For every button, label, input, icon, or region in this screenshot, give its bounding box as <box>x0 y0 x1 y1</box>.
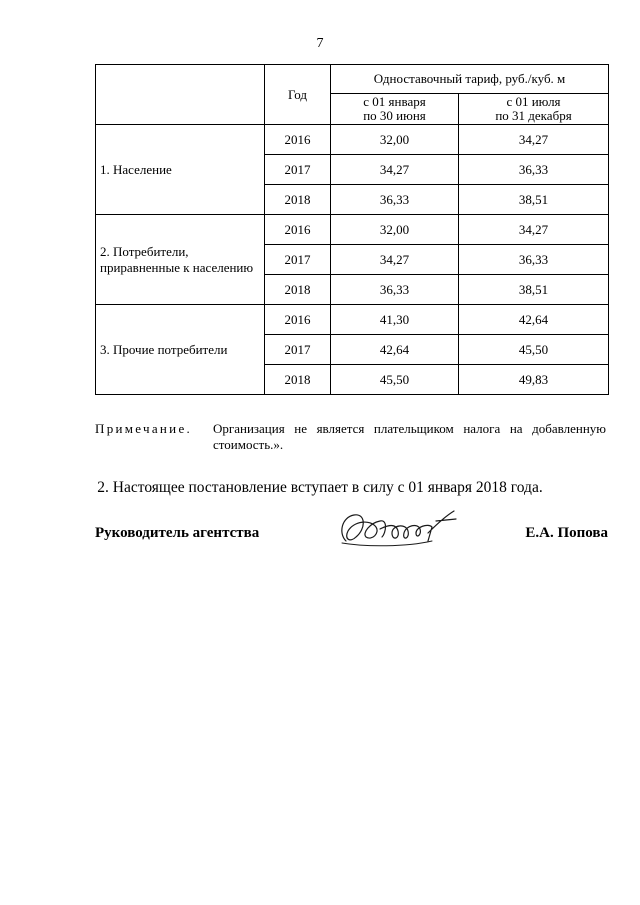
year-cell: 2017 <box>265 335 331 365</box>
table-row <box>96 305 609 335</box>
header-period-2 <box>459 94 609 125</box>
tariff-period-2: 42,64 <box>459 305 609 335</box>
tariff-period-1: 36,33 <box>331 185 459 215</box>
tariff-period-1: 34,27 <box>331 245 459 275</box>
tariff-period-2: 36,33 <box>459 155 609 185</box>
handwritten-signature <box>336 503 466 553</box>
header-period-2-line2: по 31 декабря <box>495 108 572 123</box>
tariff-period-2: 49,83 <box>459 365 609 395</box>
tariff-period-2: 34,27 <box>459 215 609 245</box>
category-other-consumers <box>96 305 265 395</box>
note <box>95 421 610 453</box>
tariff-period-2: 45,50 <box>459 335 609 365</box>
signatory-title: Руководитель агентства <box>95 525 260 541</box>
table-row <box>96 215 609 245</box>
category-label-line1: 2. Потребители, <box>100 243 189 259</box>
note-text-line1: Организация не является плательщиком налога на добавленную <box>213 421 606 436</box>
year-cell: 2018 <box>265 185 331 215</box>
tariff-period-1: 34,27 <box>331 155 459 185</box>
year-cell: 2016 <box>265 305 331 335</box>
header-year: Год <box>265 65 331 125</box>
header-tariff: Одноставочный тариф, руб./куб. м <box>331 65 609 94</box>
tariff-period-1: 45,50 <box>331 365 459 395</box>
tariff-period-2: 34,27 <box>459 125 609 155</box>
tariff-period-1: 32,00 <box>331 215 459 245</box>
tariff-period-1: 32,00 <box>331 125 459 155</box>
year-cell: 2017 <box>265 155 331 185</box>
category-equated-consumers <box>96 215 265 305</box>
tariff-period-2: 36,33 <box>459 245 609 275</box>
table-row <box>96 125 609 155</box>
tariff-period-2: 38,51 <box>459 185 609 215</box>
year-cell: 2017 <box>265 245 331 275</box>
category-label: 1. Население <box>100 161 172 177</box>
header-period-2-line1: с 01 июля <box>506 94 561 109</box>
tariff-period-1: 41,30 <box>331 305 459 335</box>
category-label-line2: приравненные к населению <box>100 259 254 275</box>
category-label: 3. Прочие потребители <box>100 341 228 357</box>
note-text-line2: стоимость.». <box>213 437 284 452</box>
decree-effective-date: 2. Настоящее постановление вступает в силу с 01 января 2018 года. <box>97 479 543 496</box>
signatory-name: Е.А. Попова <box>525 525 608 541</box>
page-number: 7 <box>316 36 324 51</box>
category-population <box>96 125 265 215</box>
tariff-table <box>95 64 609 395</box>
tariff-period-2: 38,51 <box>459 275 609 305</box>
note-label: Примечание. <box>95 421 193 436</box>
tariff-period-1: 36,33 <box>331 275 459 305</box>
year-cell: 2016 <box>265 215 331 245</box>
year-cell: 2018 <box>265 275 331 305</box>
header-period-1-line1: с 01 января <box>363 94 426 109</box>
header-period-1 <box>331 94 459 125</box>
header-period-1-line2: по 30 июня <box>363 108 426 123</box>
year-cell: 2016 <box>265 125 331 155</box>
year-cell: 2018 <box>265 365 331 395</box>
header-empty-cell <box>96 65 265 125</box>
tariff-period-1: 42,64 <box>331 335 459 365</box>
